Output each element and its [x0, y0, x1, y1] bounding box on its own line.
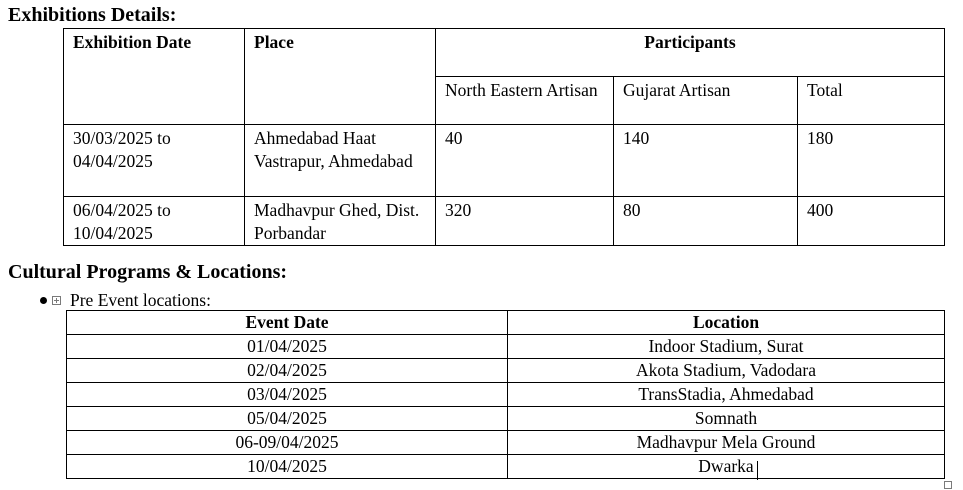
bullet-text: Pre Event locations: [70, 290, 211, 310]
cell-place[interactable]: Ahmedabad Haat Vastrapur, Ahmedabad [245, 125, 436, 197]
header-gujarat-artisan[interactable]: Gujarat Artisan [614, 77, 798, 125]
cell-gujarat[interactable]: 140 [614, 125, 798, 197]
cell-total[interactable]: 180 [798, 125, 945, 197]
table-row [67, 383, 945, 407]
cell-north-eastern[interactable]: 40 [436, 125, 614, 197]
cell-date[interactable]: 30/03/2025 to 04/04/2025 [64, 125, 245, 197]
cell-location[interactable]: TransStadia, Ahmedabad [508, 383, 945, 407]
cell-date[interactable]: 06/04/2025 to 10/04/2025 [64, 197, 245, 246]
cell-location[interactable]: Indoor Stadium, Surat [508, 335, 945, 359]
cell-location[interactable]: Somnath [508, 407, 945, 431]
table-resize-handle[interactable] [944, 481, 952, 489]
cell-event-date[interactable]: 10/04/2025 [67, 455, 508, 479]
table-row [67, 455, 945, 479]
header-location[interactable]: Location [508, 311, 945, 335]
exhibitions-table [63, 28, 945, 246]
header-exhibition-date[interactable]: Exhibition Date [64, 29, 245, 125]
cell-location[interactable]: Akota Stadium, Vadodara [508, 359, 945, 383]
exhibitions-heading: Exhibitions Details: [8, 4, 177, 26]
cell-total[interactable]: 400 [798, 197, 945, 246]
header-event-date[interactable]: Event Date [67, 311, 508, 335]
cell-gujarat[interactable]: 80 [614, 197, 798, 246]
cell-event-date[interactable]: 05/04/2025 [67, 407, 508, 431]
header-north-eastern-artisan[interactable]: North Eastern Artisan [436, 77, 614, 125]
table-header-row [67, 311, 945, 335]
cell-place[interactable]: Madhavpur Ghed, Dist. Porbandar [245, 197, 436, 246]
bullet-list-item [40, 289, 211, 311]
cell-event-date[interactable]: 06-09/04/2025 [67, 431, 508, 455]
header-place[interactable]: Place [245, 29, 436, 125]
table-row [64, 197, 945, 246]
table-row [67, 431, 945, 455]
cell-north-eastern[interactable]: 320 [436, 197, 614, 246]
cell-event-date[interactable]: 01/04/2025 [67, 335, 508, 359]
text-cursor [757, 461, 758, 480]
cell-location[interactable]: Madhavpur Mela Ground [508, 431, 945, 455]
cell-location[interactable]: Dwarka [508, 455, 945, 479]
table-row [67, 407, 945, 431]
bullet-icon [40, 297, 47, 304]
cell-event-date[interactable]: 03/04/2025 [67, 383, 508, 407]
events-table [66, 310, 945, 479]
table-row [67, 359, 945, 383]
cultural-heading: Cultural Programs & Locations: [8, 261, 288, 283]
table-move-handle-icon[interactable] [52, 296, 61, 305]
header-participants[interactable]: Participants [436, 29, 945, 77]
table-row [64, 125, 945, 197]
header-total[interactable]: Total [798, 77, 945, 125]
cell-event-date[interactable]: 02/04/2025 [67, 359, 508, 383]
table-row [67, 335, 945, 359]
